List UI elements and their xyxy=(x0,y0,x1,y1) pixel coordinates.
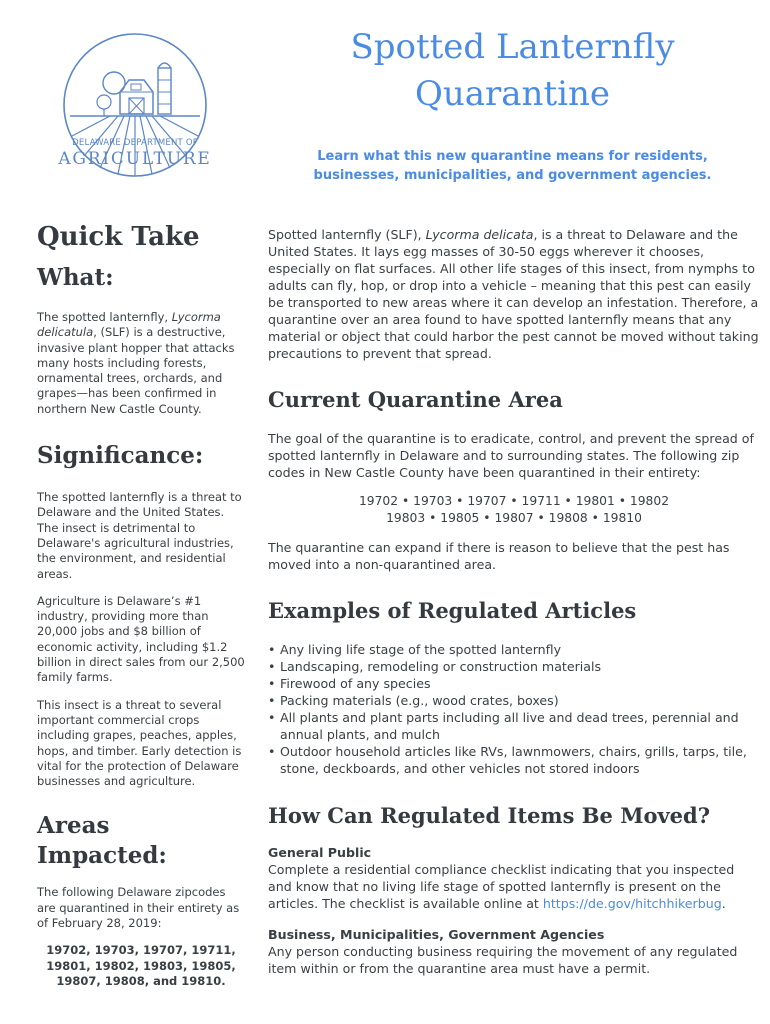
general-public-text-end: . xyxy=(721,896,726,911)
quarantine-zips-line2: 19803 • 19805 • 19807 • 19808 • 19810 xyxy=(386,511,642,525)
list-item: • Outdoor household articles like RVs, lawnmowers, chairs, grills, tarps, tile, stone, deckboards, and other vehicles not stored indoors xyxy=(268,743,760,777)
current-quarantine-heading: Current Quarantine Area xyxy=(268,387,563,412)
current-quarantine-text: The goal of the quarantine is to eradicate, control, and prevent the spread of spotted lanternfly in Delaware and to surrounding states. The following zip codes in New Castle County have been quarantined in their entirety: xyxy=(268,431,754,480)
page-title-line2: Quarantine xyxy=(414,74,611,114)
list-item: • Packing materials (e.g., wood crates, boxes) xyxy=(268,692,760,709)
business-text: Any person conducting business requiring the movement of any regulated item within or from the quarantine area must have a permit. xyxy=(268,944,738,976)
hitchhikerbug-link[interactable]: https://de.gov/hitchhikerbug xyxy=(542,896,722,911)
list-item: • Landscaping, remodeling or construction materials xyxy=(268,658,760,675)
what-text-start: The spotted lanternfly, xyxy=(37,310,172,324)
how-moved-heading: How Can Regulated Items Be Moved? xyxy=(268,803,711,828)
what-text xyxy=(37,310,245,417)
logo-agency-label: AGRICULTURE xyxy=(58,149,212,169)
quick-take-heading: Quick Take xyxy=(37,222,200,252)
page-subtitle-line1: Learn what this new quarantine means for residents, xyxy=(317,149,708,164)
significance-heading: Significance: xyxy=(37,442,204,470)
page-title xyxy=(290,24,735,118)
intro-text-species: Lycorma delicata xyxy=(425,227,534,242)
quick-take-sidebar xyxy=(37,220,245,990)
logo-department-label: DELAWARE DEPARTMENT OF xyxy=(72,138,198,148)
what-text-end: , (SLF) is a destructive, invasive plant hopper that attacks many hosts including forests, ornamental trees, orchards, and grapes—has been confirmed in northern New Castle County. xyxy=(37,325,235,416)
business-heading: Business, Municipalities, Government Agencies xyxy=(268,927,605,942)
regulated-articles-list xyxy=(268,641,760,777)
significance-text-3: This insect is a threat to several important commercial crops including grapes, peaches, apples, hops, and timber. Early detection is vital for the protection of Delaware businesses and agriculture. xyxy=(37,697,242,789)
quarantine-zips-line1: 19702 • 19703 • 19707 • 19711 • 19801 • 19802 xyxy=(358,494,670,508)
what-text-species: Lycorma delicatula xyxy=(37,310,221,340)
areas-impacted-text: The following Delaware zipcodes are quarantined in their entirety as of February 28, 2019: xyxy=(37,885,240,931)
list-item: • Any living life stage of the spotted lanternfly xyxy=(268,641,760,658)
general-public-heading: General Public xyxy=(268,845,372,860)
page-subtitle xyxy=(290,147,735,185)
areas-impacted-heading: Areas Impacted: xyxy=(37,812,167,870)
general-public-text-body: Complete a residential compliance checklist indicating that you inspected and know that no living life stage of spotted lanternfly is present on the articles. The checklist is available online at xyxy=(268,862,735,911)
significance-text-2: Agriculture is Delaware’s #1 industry, providing more than 20,000 jobs and $8 billion of economic activity, including $1.2 billion in direct sales from our 2,500 family farms. xyxy=(37,593,245,685)
significance-text-1: The spotted lanternfly is a threat to Delaware and the United States. The insect is detrimental to Delaware's agricultural industries, the environment, and residential areas. xyxy=(37,490,242,581)
what-heading: What: xyxy=(37,264,114,291)
main-content xyxy=(268,226,760,977)
areas-impacted-zipcodes: 19702, 19703, 19707, 19711, 19801, 19802, 19803, 19805, 19807, 19808, and 19810. xyxy=(46,943,236,989)
intro-text-start: Spotted lanternfly (SLF), xyxy=(268,227,426,242)
regulated-articles-heading: Examples of Regulated Articles xyxy=(268,598,637,623)
page-title-line1: Spotted Lanternfly xyxy=(350,27,675,67)
list-item: • All plants and plant parts including all live and dead trees, perennial and annual plants, and mulch xyxy=(268,709,760,743)
page-subtitle-line2: businesses, municipalities, and government agencies. xyxy=(313,168,712,183)
intro-text-end: , is a threat to Delaware and the United States. It lays egg masses of 30-50 eggs wherever it chooses, especially on flat surfaces. All other life stages of this insect, from nymphs to adults can fly, hop, or drop into a vehicle – meaning that this pest can easily be transported to new areas where it can develop an infestation. Therefore, a quarantine over an area found to have spotted lanternfly means that any material or object that could harbor the pest cannot be moved without taking precautions to prevent that spread. xyxy=(268,227,759,361)
list-item: • Firewood of any species xyxy=(268,675,760,692)
intro-text xyxy=(268,226,760,362)
quarantine-expand-text: The quarantine can expand if there is reason to believe that the pest has moved into a non-quarantined area. xyxy=(268,540,730,572)
general-public-text xyxy=(268,861,760,912)
